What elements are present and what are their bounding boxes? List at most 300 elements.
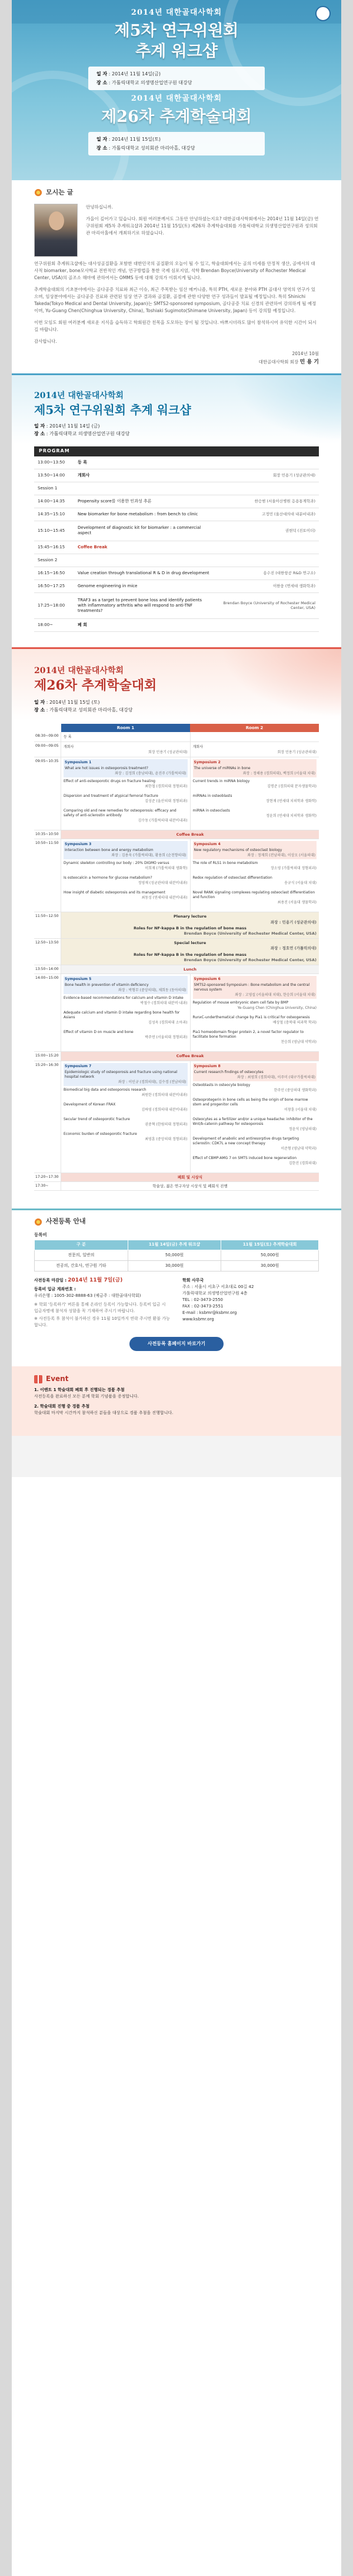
symposium-topic: Interaction between bone and energy metabolism	[65, 848, 154, 853]
talk-speaker: Ye-Guang Chen (Chinghua University, China)	[237, 1006, 317, 1011]
talk-item	[64, 1102, 188, 1112]
symposium-chair: 좌장 : 고영섭 (서울의대 치대), 한승희 (서울대 치대)	[235, 993, 315, 998]
talk-speaker: 김성준 (울산의대 정형외과)	[145, 799, 188, 803]
talk-speaker: 최한철 (경희의대 정형외과)	[145, 784, 188, 789]
talk-title: Dispersion and treatment of atypical femoral fracture	[64, 793, 158, 798]
row-time: 17:20~17:30	[34, 1173, 61, 1181]
row-time: 15:10~15:45	[38, 528, 65, 533]
talk-speaker: 박철수 (경희의대 내분비·내과)	[140, 1001, 188, 1006]
hero-title: 제5차 연구위원회	[114, 21, 239, 40]
greeting-paragraph: 안녕하십니까.	[86, 204, 113, 210]
fee-cell: 50,000원	[128, 1250, 221, 1260]
symposium-chair: 좌장 : 정해용 (경희의대), 백정희 (서울대 치대)	[242, 771, 315, 776]
talk-item	[193, 876, 317, 886]
greeting-paragraph: 이번 모임도 회원 여러분께 새로운 지식을 습득하고 학회원간 친목을 도모하는 장이 될 것입니다. 바쁘시더라도 많이 참석하시어 유익한 시간이 되시길 바랍니다.	[34, 320, 317, 333]
symposium-topic: Current research findings of osteocytes	[194, 1070, 264, 1074]
fee-table	[34, 1240, 319, 1271]
row-time: 12:50~13:50	[34, 939, 61, 965]
talk-speaker: 이창훈 (서울대 치대)	[284, 1107, 317, 1112]
hero-banner	[12, 0, 341, 180]
fee-row	[35, 1260, 319, 1271]
talk-item	[64, 890, 188, 900]
talk-item	[193, 1117, 317, 1132]
fee-header: 11월 15일(토) 추계학술대회	[221, 1240, 319, 1250]
talk-title: How insight of diabetic osteoporosis and its management	[64, 890, 165, 895]
plenary-chair: 좌장 : 정호연 (가톨릭의대)	[270, 946, 317, 951]
flower-icon	[34, 1218, 42, 1226]
program-row	[34, 839, 319, 912]
row-title: 폐 회	[78, 622, 87, 627]
program-row	[34, 469, 319, 482]
venue-value-2: 가톨릭대학교 성의회관 마리아홀, 대강당	[112, 145, 195, 151]
greeting-intro	[86, 204, 319, 257]
greeting-paragraph: 추계학술대회의 기초분야에서는 골다공증 치료와 최근 이슈, 최근 주목받는 임산 메커니즘, 특히 PTH, 새로운 분야와 PTH 골대사 영역의 연구가 있으며, 임상분야에서는 골다공증 진료와 관련된 임상 연구 결과와 골질환, 골절에 관한 다양한 연구 성과들이 발표될 예정입니다. 특히 Shinichi Takeda(Tokyo Medical and Dental University, Japan)는 SMTS2-sponsored symposium, 골다공증 치료 신경의 관련하여 강의하게 될 예정이며, Yu-Guang Chen(Chinghua University, China), Toshiaki Sugimoto(Shimane University, Japan) 등이 강의할 예정입니다.	[34, 287, 317, 314]
greeting-date: 2014년 10월	[292, 351, 319, 357]
talk-title: Regulation of mouse embryonic stem cell fate by BMP	[192, 1001, 288, 1005]
contact-line: FAX : 02-3473-2551	[182, 1303, 224, 1309]
event-title: Event	[34, 1375, 319, 1384]
row-title: Propensity score를 이용한 인과성 추론	[78, 498, 152, 504]
registration-section	[12, 1208, 341, 1357]
plenary-chair: 좌장 : 민용기 (성균관의대)	[270, 919, 317, 925]
talk-item	[193, 1137, 317, 1151]
talk-item	[64, 1117, 188, 1127]
fee-cell: 30,000원	[128, 1260, 221, 1271]
program-row	[34, 939, 319, 965]
hero-info-box-2: 일 자 : 2014년 11월 15일(토) 장 소 : 가톨릭대학교 성의회관 마리아홀, 대강당	[88, 132, 265, 155]
congress-hero	[12, 94, 341, 155]
talk-item	[193, 861, 317, 871]
row-title: Coffee Break	[78, 544, 108, 549]
symposium-name: Symposium 8	[194, 1064, 221, 1068]
talk-title: Osteoblasts in osteocyte biology	[192, 1082, 251, 1087]
program-row	[34, 732, 319, 742]
program-row	[34, 1061, 319, 1173]
program-row	[34, 965, 319, 974]
greeting-paragraph: 가을이 깊어가고 있습니다. 회원 여러분께서도 그동안 안녕하셨는지요? 대한골대사학회에서는 2014년 11월 14일(금) 연구위원회 제5차 추계워크샵과 2014년 11월 15일(토) 제26차 추계학술대회를 가톨릭대학교 의생명산업연구원과 성의회관 마리아홀에서 개최하기로 하였습니다.	[86, 216, 319, 236]
talk-title: Effect of CBMP-AMG 7 on SMTS induced bone regeneration	[192, 1155, 297, 1160]
talk-speaker: 김성옥 (경희의대 소아과)	[148, 1021, 188, 1025]
plenary-speaker: Brendan Boyce (University of Rochester Medical Center, USA)	[184, 958, 317, 963]
row-speaker: 한승범 (서울아산병원 응용통계학과)	[254, 498, 315, 504]
refund-note: ※ 사전등록 후 참석이 불가하신 경우 11월 10일까지 연락 주시면 환불 가능합니다.	[34, 1316, 170, 1327]
fee-cell: 50,000원	[221, 1250, 319, 1260]
event-item	[34, 1403, 319, 1416]
talk-item	[193, 809, 317, 819]
talk-speaker: 박주연 (서울의대 정형외과)	[145, 1035, 188, 1040]
row-time: 15:00~15:20	[34, 1052, 61, 1060]
page	[12, 0, 341, 2576]
greeting-body	[34, 260, 319, 345]
room-cell	[191, 732, 319, 741]
program-row	[34, 593, 319, 619]
registration-button[interactable]: 사전등록 홈페이지 바로가기	[129, 1337, 224, 1351]
talk-title: The role of RLS1 in bone metabolism	[192, 861, 258, 866]
plenary-topic: Roles for NF-kappa B in the regulation of bone mass	[134, 926, 247, 931]
row-time: 09:05~10:35	[34, 757, 61, 830]
row-time: 17:25~18:00	[38, 602, 65, 608]
account-label: 등록비 입금 계좌번호 :	[34, 1286, 76, 1292]
event-item-title: 2. 학술대회 진행 중 경품 추첨	[34, 1404, 90, 1409]
symposium-cell	[61, 839, 191, 912]
row-time: 17:30~	[34, 1182, 61, 1190]
greeting-paragraph: 감사합니다.	[34, 339, 57, 345]
row-title	[75, 486, 213, 490]
talk-item	[193, 1098, 317, 1112]
talk-item	[64, 794, 188, 804]
talk-item	[64, 779, 188, 789]
workshop-title: 제5차 연구위원회 추계 워크샵	[34, 403, 191, 418]
plenary-title: Special lecture	[174, 940, 207, 945]
talk-title: Evidence-based recommendations for calcium and vitamin D intake	[64, 996, 184, 1001]
row-title	[75, 558, 213, 562]
talk-speaker: 장소영 (가톨릭의대 정형외과)	[270, 866, 317, 871]
talk-title: Dynamic skeleton controlling our body : 20% DIGMO versus	[64, 861, 169, 866]
symposium-chair: 좌장 : 최영희 (경희의대), 이주미 (대구가톨릭의대)	[237, 1075, 315, 1080]
symposium-chair: 좌장 : 김용욱 (가톨릭의대), 황용희 (순천향의대)	[111, 853, 187, 858]
contact-line: 가톨릭대학교 의생명산업연구원 4층	[182, 1290, 248, 1296]
talk-speaker: 최동성 (연세의대 내분비내과)	[141, 896, 188, 900]
event-item-desc: 학술대회 마지막 시간까지 참석하신 분들을 대상으로 경품 추첨을 진행합니다.	[34, 1410, 174, 1416]
greeting-title: 모시는 글	[34, 188, 319, 197]
talk-title: Biomedical big data and osteoporosis research	[64, 1087, 146, 1092]
greeting-section	[12, 180, 341, 373]
room-cell	[61, 742, 191, 757]
program-header: PROGRAM	[34, 446, 319, 456]
deadline-value: 2014년 11월 7일(금)	[68, 1277, 123, 1283]
symposium-header	[193, 841, 317, 859]
row-speaker: 회장 민용기 (성균관의대)	[273, 472, 315, 478]
row-speaker: 권현덕 (진토이더)	[285, 528, 315, 533]
deadline-label: 사전등록 마감일 :	[34, 1277, 67, 1283]
signer-role: 대한골대사학회 회장	[258, 359, 299, 365]
symposium-header	[64, 976, 188, 994]
talk-speaker: 최영훈 (중앙의대 정형외과)	[145, 1137, 188, 1141]
talk-item	[193, 779, 317, 789]
program-row	[34, 974, 319, 1052]
program-row	[34, 1173, 319, 1182]
symposium-name: Symposium 4	[194, 842, 221, 847]
cell-title: 개회사	[64, 744, 74, 749]
venue-value: 가톨릭대학교 의생명산업연구원 대강당	[112, 80, 192, 86]
program-row	[34, 1052, 319, 1061]
symposium-name: Symposium 7	[65, 1064, 92, 1068]
program-row	[34, 619, 319, 632]
symposium-name: Symposium 5	[65, 977, 92, 982]
footer	[12, 1436, 341, 1477]
symposium-cell	[191, 757, 319, 830]
row-title: New biomarker for bone metabolism : from bench to clinic	[78, 511, 198, 516]
row-time: 11:50~12:50	[34, 912, 61, 938]
program-row	[34, 521, 319, 541]
talk-item	[64, 809, 188, 823]
full-row-label: 폐회 및 시상식	[61, 1173, 319, 1181]
row-time: Session 2	[38, 557, 58, 562]
talk-item	[64, 996, 188, 1006]
fee-cell: 전공의, 간호사, 연구원 기타	[35, 1260, 128, 1271]
symposium-topic: The universe of miRNAs in bone	[194, 766, 251, 770]
cell-speaker: 회장 민용기 (성균관의대)	[277, 750, 317, 754]
talk-speaker: 이준형 (영남대 약학과)	[281, 1146, 317, 1151]
program-row	[34, 482, 319, 495]
account-value: 우리은행 : 1005-302-8888-63 (예금주 : 대한골대사학회)	[34, 1293, 141, 1298]
symposium-name: Symposium 2	[194, 760, 221, 764]
talk-speaker: 김한진 (경희의대)	[288, 1161, 317, 1166]
date-value: 2014년 11월 14일(금)	[112, 71, 161, 77]
talk-item	[64, 1011, 188, 1025]
talk-title: Economic burden of osteoporotic fracture	[64, 1131, 137, 1136]
talk-item	[193, 1015, 317, 1025]
talk-speaker: 김수동 (가톨릭의대 내분비내과)	[138, 818, 188, 823]
talk-item	[193, 1083, 317, 1093]
talk-title: Novel RANK signaling complexes regulating osteoclast differentiation and function	[192, 890, 315, 900]
talk-speaker: 송규식 (서울대 치대)	[284, 881, 317, 886]
full-row-label: 학술상, 젊은 연구자상 시상식 및 폐회식 진행	[152, 1183, 228, 1188]
row-time: Session 1	[38, 485, 58, 491]
talk-speaker: 정영재 (성균관의대 내분비내과)	[138, 881, 188, 886]
registration-title: 사전등록 안내	[34, 1217, 319, 1226]
row-time: 10:50~11:50	[34, 839, 61, 912]
talk-title: miRNAs in osteoblasts	[192, 793, 232, 798]
row-time: 13:00~13:50	[38, 459, 65, 465]
fee-row	[35, 1250, 319, 1260]
row-title: Value creation through translational R & D in drug development	[78, 570, 209, 575]
program-row	[34, 495, 319, 508]
symposium-header	[64, 759, 188, 777]
plenary-title: Plenary lecture	[174, 914, 207, 919]
symposium-topic: Epidemiologic study of osteoporosis and fracture using national hospital network	[65, 1070, 178, 1079]
talk-speaker: 한주민 (중앙의대 생화학과)	[274, 1088, 317, 1092]
date-label: 일 자	[96, 71, 108, 77]
talk-title: Redox regulation of osteoclast differentiation	[192, 876, 272, 880]
symposium-header	[64, 1063, 188, 1086]
event-item-desc: 사전등록을 완료하신 모든 분께 학회 기념품을 증정합니다.	[34, 1394, 139, 1399]
row-title: 등 록	[78, 459, 87, 465]
talk-title: Comparing old and new remedies for osteoporosis: efficacy and safety of anti-sclerostin antibody	[64, 808, 176, 817]
talk-item	[193, 1030, 317, 1045]
talk-speaker: 정윤희 (연세대 치의학과 생화학)	[266, 813, 317, 818]
symposium-chair: 좌장 : 이인규 (경희의대), 김수경 (전남의대)	[118, 1080, 187, 1084]
program-row	[34, 508, 319, 521]
fee-cell: 전문의, 일반의	[35, 1250, 128, 1260]
event-section	[12, 1366, 341, 1436]
program-row	[34, 554, 319, 567]
symposium-chair: 좌장 : 정재희 (전남의대), 이상오 (서울의대)	[247, 853, 315, 858]
date-label-2: 일 자	[96, 136, 108, 142]
symposium-header	[193, 759, 317, 777]
row-time: 14:00~14:35	[38, 498, 65, 504]
congress-info: 일 자 : 2014년 11월 15일 (토) 장 소 : 가톨릭대학교 성의회관 마리아홀, 대강당	[34, 700, 133, 713]
row-time: 08:30~09:00	[34, 732, 61, 741]
row-title: Genome engineering in mice	[78, 583, 138, 588]
talk-title: Secular trend of osteoporotic fracture	[64, 1117, 130, 1121]
talk-speaker: 김명준 (경희의대 분자생물학과)	[267, 784, 317, 789]
plenary-cell	[61, 912, 319, 938]
registration-note: ※ 학회 '등록하기' 버튼을 통해 온라인 등록이 가능합니다. 등록비 입금 시 입금자명에 참석자 성함을 꼭 기재하여 주시기 바랍니다.	[34, 1302, 166, 1313]
symposium-chair: 좌장 : 김정희 (충남의대), 윤진주 (가톨릭의대)	[115, 771, 187, 776]
symposium-topic: New regulatory mechanisms of osteoclast biology	[194, 848, 282, 853]
symposium-cell	[61, 757, 191, 830]
talk-title: miRNA in osteoclasts	[192, 808, 230, 813]
hero-org: 2014년 대한골대사학회	[131, 8, 222, 17]
symposium-name: Symposium 1	[65, 760, 92, 764]
talk-title: Development of Korean FRAX	[64, 1102, 116, 1107]
cell-title: 등 록	[64, 734, 72, 739]
president-portrait	[34, 204, 78, 257]
talk-title: Adequate calcium and vitamin D intake regarding bone health for Asians	[64, 1011, 180, 1020]
fee-header: 구 분	[35, 1240, 128, 1250]
program-row	[34, 541, 319, 554]
row-speaker: 이한웅 (연세대 생화학과)	[273, 583, 315, 588]
hero-title-2: 제26차 추계학술대회	[101, 107, 252, 126]
program-row	[34, 742, 319, 757]
talk-title: RunxC-underthematical change by Pia1 is critical for osteogenesis	[192, 1015, 310, 1020]
event-item-title: 1. 이벤트 1 학술대회 폐회 후 진행되는 경품 추첨	[34, 1388, 125, 1393]
talk-title: Current trends in miRNA biology	[192, 779, 250, 783]
congress-org: 2014년 대한골대사학회	[34, 665, 124, 676]
talk-title: Development of anabolic and antiresorptive drugs targeting sclerostin: CDK7L a new concept therapy	[192, 1136, 299, 1145]
program-row	[34, 580, 319, 593]
symposium-name: Symposium 3	[65, 842, 92, 847]
workshop-band	[12, 373, 341, 444]
row-speaker: 고정민 (울산대의대 내분비내과)	[262, 511, 315, 516]
date-value-2: 2014년 11월 15일(토)	[112, 136, 161, 142]
event-item	[34, 1387, 319, 1400]
talk-title: Effect of anti-osteoporotic drugs on fracture healing	[64, 779, 155, 783]
symposium-cell	[61, 974, 191, 1051]
full-row-label: Coffee Break	[61, 830, 319, 839]
row-title: 개회사	[78, 472, 90, 478]
cell-speaker: 회장 민용기 (성균관의대)	[148, 750, 188, 754]
workshop-program	[34, 446, 319, 631]
signature	[34, 350, 319, 366]
row-time: 16:15~16:50	[38, 570, 65, 575]
talk-speaker: 배상철 (충북대 의과학 학과)	[272, 1021, 317, 1025]
contact-line: 주소 : 서울시 서초구 서초대로 00길 42	[182, 1284, 254, 1289]
congress-band	[12, 647, 341, 720]
program-row	[34, 1182, 319, 1191]
fee-header: 11월 14일(금) 추계 워크샵	[128, 1240, 221, 1250]
workshop-org: 2014년 대한골대사학회	[34, 391, 124, 401]
gift-icon	[34, 1375, 42, 1383]
talk-item	[193, 794, 317, 804]
talk-speaker: 김하영 (경희의대 내분비내과)	[141, 1107, 188, 1112]
talk-title: Effect of vitamin D on muscle and bone	[64, 1030, 134, 1035]
workshop-info: 일 자 : 2014년 11월 14일 (금) 장 소 : 가톨릭대학교 의생명산업연구원 대강당	[34, 423, 130, 437]
program-row	[34, 757, 319, 830]
plenary-speaker: Brendan Boyce (University of Rochester Medical Center, USA)	[184, 931, 317, 936]
hero-org-2: 2014년 대한골대사학회	[131, 94, 222, 103]
symposium-cell	[191, 974, 319, 1051]
plenary-cell	[61, 939, 319, 965]
hero-subtitle: 추계 워크샵	[135, 42, 218, 61]
row-time: 09:00~09:05	[34, 742, 61, 757]
talk-item	[64, 1132, 188, 1142]
symposium-header	[193, 976, 317, 999]
symposium-topic: SMTS2-sponsored Symposium : Bone metabolism and the central nervous system	[194, 983, 310, 992]
talk-title: Osteocytes as a fertilizer and/or a unique headache: inhibitor of the Wnt/b-catenin pathway for osteoporosis	[192, 1117, 313, 1126]
talk-speaker: 이희재 (가톨릭의대 생화학)	[145, 866, 188, 871]
row-title: Development of diagnostic kit for biomarker : a commercial aspect	[78, 525, 201, 536]
hero-info-box: 일 자 : 2014년 11월 14일(금) 장 소 : 가톨릭대학교 의생명산업연구원 대강당	[88, 67, 265, 90]
symposium-name: Symposium 6	[194, 977, 221, 982]
full-row-label: Coffee Break	[61, 1052, 319, 1060]
fee-cell: 30,000원	[221, 1260, 319, 1271]
symposium-chair: 좌장 : 박형무 (중앙의대), 채희동 (동아의대)	[118, 988, 187, 993]
talk-title: Osteoprotegerin in bone cells as being the origin of bone marrow stem and progenitor cells	[192, 1097, 308, 1107]
contact-line: www.ksbmr.org	[182, 1316, 214, 1322]
fee-label: 등록비	[34, 1231, 47, 1237]
talk-speaker: 장현재 (연세대 치의학과 생화학)	[266, 799, 317, 803]
symposium-cell	[191, 1061, 319, 1173]
symposium-header	[193, 1063, 317, 1081]
symposium-topic: Bone health in prevention of vitamin deficiency	[65, 983, 149, 988]
contact-label: 학회 사무국	[182, 1277, 204, 1283]
talk-title: Pia1 homeodomain finger protein 2, a novel factor regulator to facilitate bone formation	[192, 1030, 304, 1039]
talk-item	[193, 1156, 317, 1166]
row-time: 16:50~17:25	[38, 583, 65, 588]
row-speaker: 송수진 (대한항공 R&D 연구소)	[263, 570, 315, 575]
row-time: 18:00~	[38, 622, 54, 627]
talk-item	[64, 1088, 188, 1098]
signer-name: 민 용 기	[299, 359, 319, 366]
talk-title: Is osteocalcin a hormone for glucose metabolism?	[64, 876, 152, 880]
talk-speaker: 최용진 (서울대 생물학과)	[277, 900, 317, 905]
room-1-header: Room 1	[61, 724, 190, 732]
program-row	[34, 830, 319, 839]
plenary-topic: Roles for NF-kappa B in the regulation of bone mass	[134, 952, 247, 957]
room-cell	[191, 742, 319, 757]
talk-speaker: 최원한 (경희의대 내분비내과)	[141, 1092, 188, 1097]
greeting-paragraph: 연구위원회 추계워크샵에는 대사성골질환을 포함한 대한민국의 골질환의 오늘이 될 수 있고, 학술대회에서는 골의 미세를 안정적 생산, 골에서의 대사적 biomarker, bone모사학교 전반적인 개념, 연구방법을 통한 국제 심포지엄, 석학 Brendan Boyce(University of Rochester Medical Center, USA)의 골조소 해마에 관하여서는 OMMS 등에 대해 강의가 이뤄지게 됩니다.	[34, 261, 315, 281]
row-time: 15:45~16:15	[38, 544, 65, 549]
talk-item	[193, 890, 317, 905]
workshop-hero	[12, 8, 341, 90]
row-time: 13:50~14:00	[34, 965, 61, 974]
symposium-header	[64, 841, 188, 859]
flower-icon	[34, 188, 42, 197]
row-time: 13:50~14:00	[38, 472, 65, 478]
symposium-topic: What are hot issues in osteoporosis treatment?	[65, 766, 148, 770]
talk-item	[64, 1030, 188, 1040]
talk-item	[64, 861, 188, 871]
symposium-cell	[61, 1061, 191, 1173]
talk-speaker: 정윤석 (영남의대)	[288, 1127, 317, 1131]
cell-title: 개회사	[192, 744, 203, 749]
venue-label-2: 장 소	[96, 145, 108, 151]
row-time: 10:35~10:50	[34, 830, 61, 839]
program-row	[34, 912, 319, 939]
congress-program	[34, 724, 319, 1191]
talk-speaker: 권중혁 (한림의대 정형외과)	[145, 1122, 188, 1127]
contact-line: E-mail : ksbmr@ksbmr.org	[182, 1310, 237, 1315]
room-2-header: Room 2	[190, 724, 319, 732]
talk-item	[193, 1001, 317, 1011]
row-speaker: Brendan Boyce (University of Rochester Medical Center, USA)	[223, 600, 315, 611]
contact-line: TEL : 02-3473-2550	[182, 1297, 223, 1302]
congress-title: 제26차 추계학술대회	[34, 677, 157, 693]
talk-item	[64, 876, 188, 886]
row-time: 15:20~16:30	[34, 1061, 61, 1173]
row-time: 14:00~15:00	[34, 974, 61, 1051]
row-time: 14:35~15:10	[38, 511, 65, 516]
room-cell	[61, 732, 191, 741]
program-row	[34, 456, 319, 469]
full-row-label: Lunch	[61, 965, 319, 974]
row-title: TRAF3 as a target to prevent bone loss and identify patients with inflammatory arthritis who will respond to anti-TNF treatments?	[78, 597, 202, 613]
symposium-cell	[191, 839, 319, 912]
talk-speaker: 천승희 (영남대 약학과)	[281, 1040, 317, 1045]
